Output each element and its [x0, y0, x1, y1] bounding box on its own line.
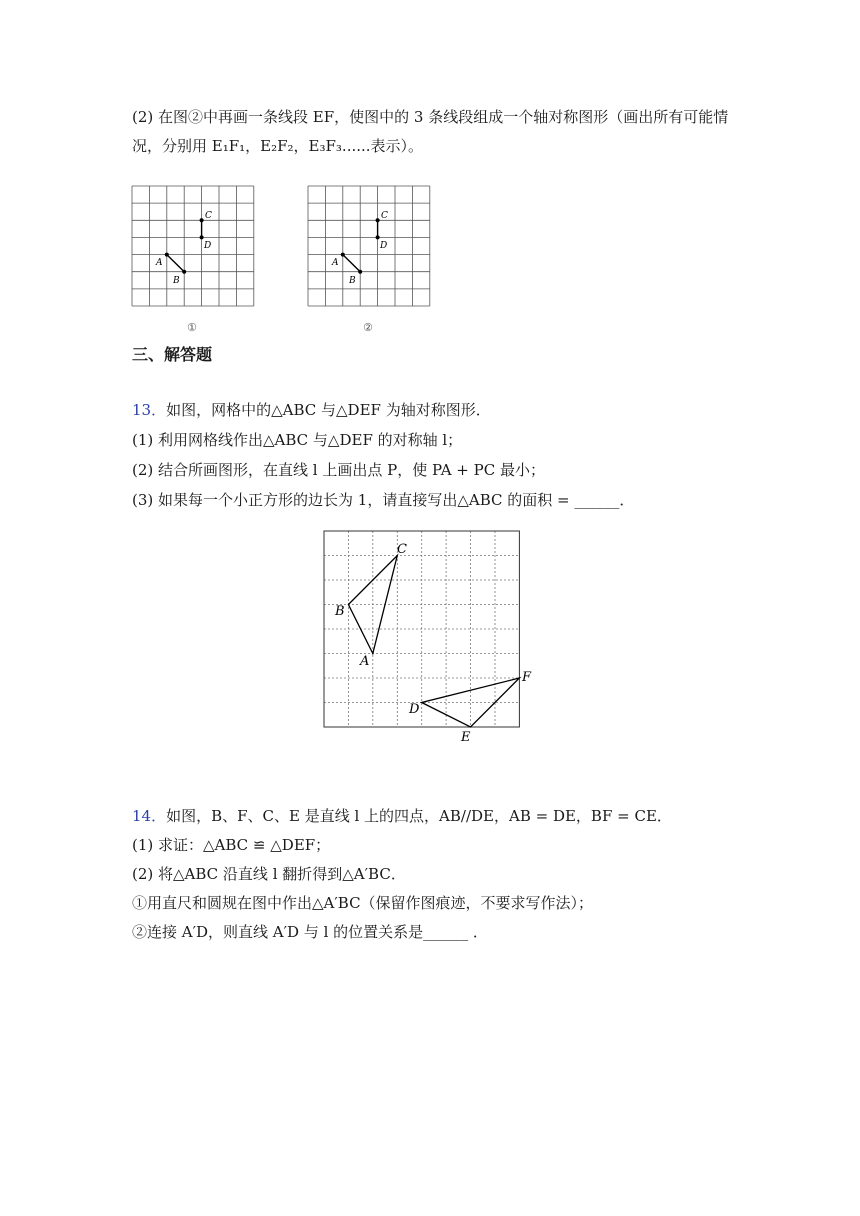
section-heading: 三、解答题 — [132, 345, 213, 364]
q13-part2: (2) 结合所画图形，在直线 l 上画出点 P，使 PA + PC 最小； — [132, 461, 545, 479]
question-number: 14． — [132, 807, 167, 825]
label-c: C — [381, 211, 388, 221]
question-number: 13． — [132, 401, 167, 419]
q14-part2a: ①用直尺和圆规在图中作出△A′BC（保留作图痕迹，不要求写作法）； — [132, 894, 594, 912]
q14-stem-line — [132, 806, 672, 826]
q13-part3: (3) 如果每一个小正方形的边长为 1，请直接写出△ABC 的面积 = ______． — [132, 491, 635, 509]
grid-figure-1 — [132, 186, 254, 336]
figure-caption: ① — [187, 321, 197, 334]
label-b: B — [349, 276, 356, 286]
grid-figure-2 — [308, 186, 430, 336]
label-a: A — [332, 258, 339, 268]
label-a: A — [156, 258, 163, 268]
segment-ab — [167, 255, 184, 272]
q14-part2b: ②连接 A′D，则直线 A′D 与 l 的位置关系是______ ． — [132, 923, 488, 941]
segment-ab — [343, 255, 360, 272]
q13-grid-figure — [320, 528, 540, 748]
label-b: B — [335, 604, 345, 619]
label-c: C — [205, 211, 212, 221]
q13-part1: (1) 利用网格线作出△ABC 与△DEF 的对称轴 l； — [132, 431, 463, 449]
label-d: D — [204, 241, 212, 251]
q14-stem: 如图，B、F、C、E 是直线 l 上的四点，AB//DE，AB = DE，BF = CE． — [166, 807, 672, 825]
label-f: F — [522, 670, 532, 685]
label-a: A — [360, 654, 370, 669]
figure-caption: ② — [363, 321, 373, 334]
label-d: D — [409, 702, 420, 717]
label-d: D — [380, 241, 388, 251]
q14-part2: (2) 将△ABC 沿直线 l 翻折得到△A′BC． — [132, 865, 406, 883]
label-c: C — [397, 542, 407, 557]
q12-part2-line1: (2) 在图②中再画一条线段 EF，使图中的 3 条线段组成一个轴对称图形（画出所有可能情 — [132, 108, 729, 126]
q12-part2-line2: 况，分别用 E₁F₁，E₂F₂，E₃F₃......表示）。 — [132, 137, 424, 155]
q13-stem-line — [132, 400, 491, 420]
label-b: B — [173, 276, 180, 286]
q14-part1: (1) 求证：△ABC ≌ △DEF； — [132, 836, 331, 854]
q13-stem: 如图，网格中的△ABC 与△DEF 为轴对称图形． — [166, 401, 491, 419]
label-e: E — [461, 730, 471, 745]
